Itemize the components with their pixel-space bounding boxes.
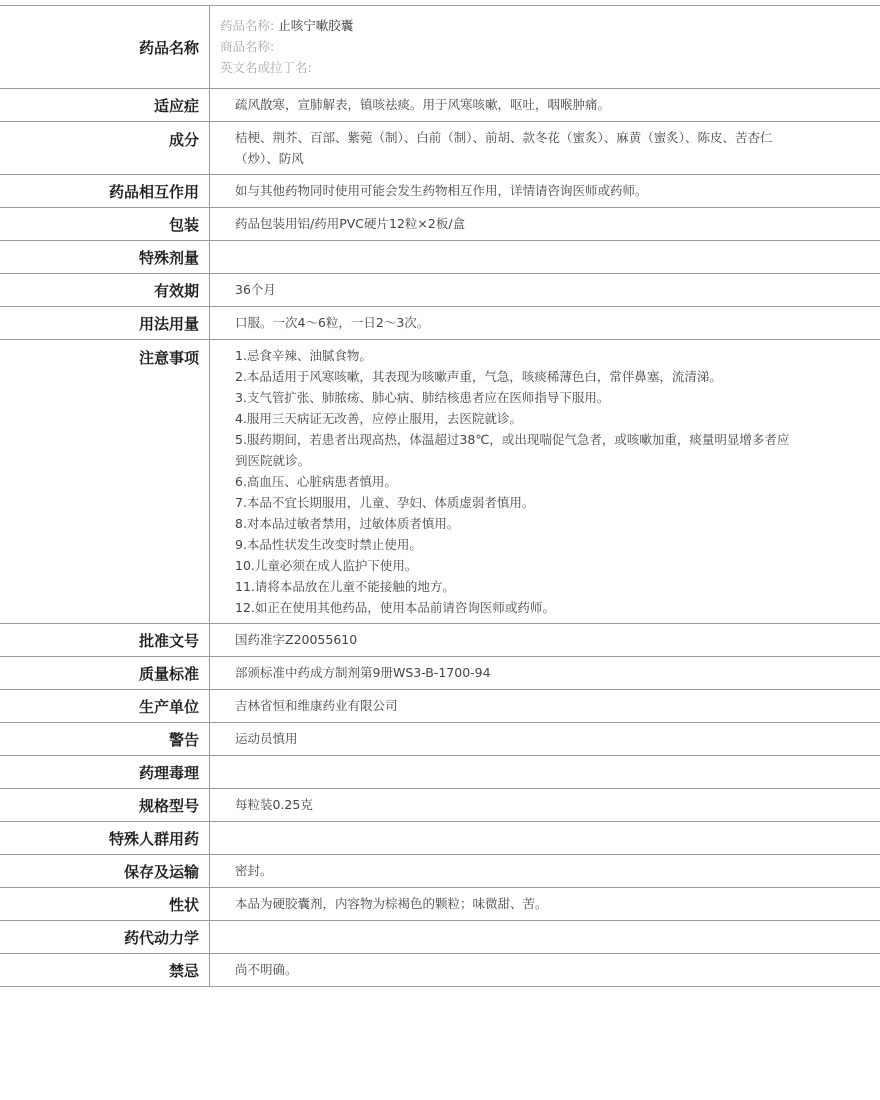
row-drug-name [0, 6, 880, 89]
label-indications: 适应症 [0, 89, 210, 122]
value-drug-name [210, 6, 880, 89]
row-precautions [0, 340, 880, 624]
row-ingredients [0, 122, 880, 175]
label-warning: 警告 [0, 723, 210, 756]
value-ingredients: 桔梗、荆芥、百部、紫菀（制）、白前（制）、前胡、款冬花（蜜炙）、麻黄（蜜炙）、陈皮、苦杏仁（炒）、防风 [235, 130, 773, 166]
drug-spec-sheet [0, 5, 880, 987]
label-ingredients: 成分 [0, 122, 210, 175]
label-special-dosage: 特殊剂量 [0, 241, 210, 274]
row-manufacturer [0, 690, 880, 723]
value-contraindications: 尚不明确。 [235, 962, 298, 977]
precaution-item: 9.本品性状发生改变时禁止使用。 [235, 537, 422, 552]
label-special-populations: 特殊人群用药 [0, 822, 210, 855]
english-name-line [220, 57, 860, 78]
row-description [0, 888, 880, 921]
label-packaging: 包装 [0, 208, 210, 241]
row-quality-standard [0, 657, 880, 690]
label-pharmacology: 药理毒理 [0, 756, 210, 789]
value-special-dosage [210, 241, 880, 274]
label-pharmacokinetics: 药代动力学 [0, 921, 210, 954]
trade-name-label: 商品名称: [220, 39, 275, 54]
label-specification: 规格型号 [0, 789, 210, 822]
drug-spec-table [0, 5, 880, 987]
value-pharmacology [210, 756, 880, 789]
label-drug-name: 药品名称 [0, 6, 210, 89]
label-quality-standard: 质量标准 [0, 657, 210, 690]
value-warning: 运动员慎用 [235, 731, 298, 746]
label-storage: 保存及运输 [0, 855, 210, 888]
row-drug-interactions [0, 175, 880, 208]
value-indications: 疏风散寒，宣肺解表，镇咳祛痰。用于风寒咳嗽，呕吐，咽喉肿痛。 [235, 97, 611, 112]
english-name-label: 英文名或拉丁名: [220, 60, 312, 75]
value-drug-interactions: 如与其他药物同时使用可能会发生药物相互作用，详情请咨询医师或药师。 [235, 183, 648, 198]
precaution-item: 6.高血压、心脏病患者慎用。 [235, 474, 397, 489]
label-manufacturer: 生产单位 [0, 690, 210, 723]
precaution-item: 7.本品不宜长期服用，儿童、孕妇、体质虚弱者慎用。 [235, 495, 535, 510]
label-approval-number: 批准文号 [0, 624, 210, 657]
precaution-item: 12.如正在使用其他药品，使用本品前请咨询医师或药师。 [235, 600, 555, 615]
row-shelf-life [0, 274, 880, 307]
value-description: 本品为硬胶囊剂，内容物为棕褐色的颗粒；味微甜、苦。 [235, 896, 548, 911]
value-manufacturer: 吉林省恒和维康药业有限公司 [235, 698, 398, 713]
row-special-populations [0, 822, 880, 855]
row-contraindications [0, 954, 880, 987]
label-dosage: 用法用量 [0, 307, 210, 340]
generic-name-label: 药品名称: [220, 18, 275, 33]
value-special-populations [210, 822, 880, 855]
row-pharmacokinetics [0, 921, 880, 954]
value-specification: 每粒装0.25克 [235, 797, 313, 812]
row-pharmacology [0, 756, 880, 789]
precaution-item: 2.本品适用于风寒咳嗽，其表现为咳嗽声重，气急，咳痰稀薄色白，常伴鼻塞，流清涕。 [235, 369, 722, 384]
precaution-item: 8.对本品过敏者禁用，过敏体质者慎用。 [235, 516, 460, 531]
precaution-item: 10.儿童必须在成人监护下使用。 [235, 558, 418, 573]
value-packaging: 药品包装用铝/药用PVC硬片12粒×2板/盒 [235, 216, 466, 231]
value-precautions [210, 340, 880, 624]
precaution-item: 5.服药期间，若患者出现高热，体温超过38℃，或出现喘促气急者，或咳嗽加重，痰量明显增多者应到医院就诊。 [235, 432, 790, 468]
value-approval-number: 国药准字Z20055610 [235, 632, 358, 647]
generic-name-value: 止咳宁嗽胶囊 [278, 18, 354, 33]
value-storage: 密封。 [235, 863, 273, 878]
generic-name-line [220, 15, 860, 36]
row-packaging [0, 208, 880, 241]
label-drug-interactions: 药品相互作用 [0, 175, 210, 208]
row-approval-number [0, 624, 880, 657]
value-dosage: 口服。一次4～6粒，一日2～3次。 [235, 315, 430, 330]
row-dosage [0, 307, 880, 340]
precaution-item: 4.服用三天病证无改善，应停止服用，去医院就诊。 [235, 411, 522, 426]
label-precautions: 注意事项 [0, 340, 210, 624]
row-specification [0, 789, 880, 822]
row-special-dosage [0, 241, 880, 274]
row-warning [0, 723, 880, 756]
precaution-item: 3.支气管扩张、肺脓疡、肺心病、肺结核患者应在医师指导下服用。 [235, 390, 610, 405]
value-quality-standard: 部颁标准中药成方制剂第9册WS3-B-1700-94 [235, 665, 491, 680]
label-shelf-life: 有效期 [0, 274, 210, 307]
value-pharmacokinetics [210, 921, 880, 954]
precaution-item: 1.忌食辛辣、油腻食物。 [235, 348, 372, 363]
value-shelf-life: 36个月 [235, 282, 276, 297]
label-contraindications: 禁忌 [0, 954, 210, 987]
row-indications [0, 89, 880, 122]
row-storage [0, 855, 880, 888]
label-description: 性状 [0, 888, 210, 921]
trade-name-line [220, 36, 860, 57]
precaution-item: 11.请将本品放在儿童不能接触的地方。 [235, 579, 455, 594]
